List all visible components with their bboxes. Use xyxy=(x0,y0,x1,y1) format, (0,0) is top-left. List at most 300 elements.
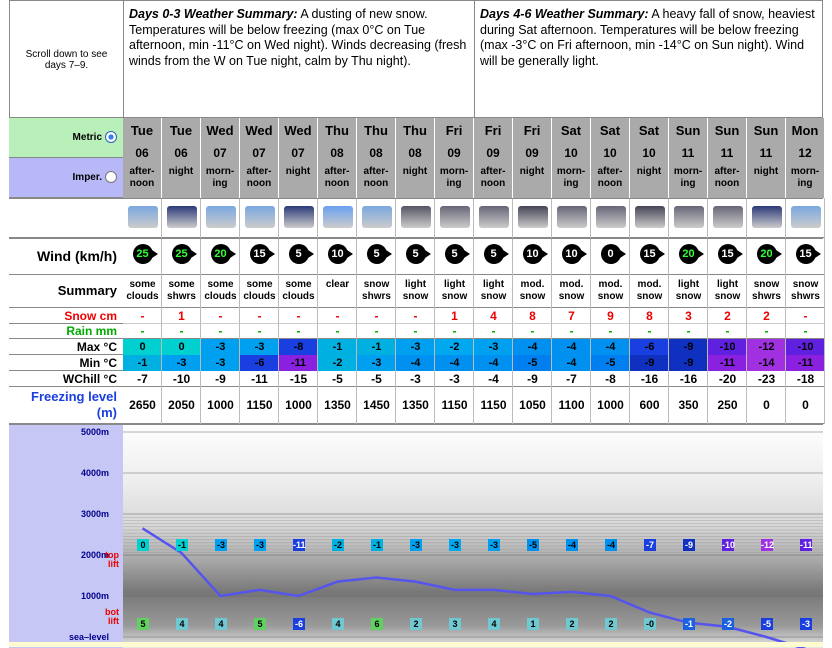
day-name: Sat xyxy=(560,123,582,138)
time-of-day: night xyxy=(519,166,545,177)
snow-cell: 1 xyxy=(162,308,201,324)
freezing-level-cell: 1000 xyxy=(591,387,630,424)
freezing-level-cell: 350 xyxy=(669,387,708,424)
min-temp-cell: -9 xyxy=(630,355,669,371)
rain-cell: - xyxy=(162,324,201,339)
summary-title: Days 4-6 Weather Summary: xyxy=(480,7,649,21)
time-of-day: night xyxy=(168,166,194,177)
summary-cell xyxy=(786,275,825,308)
row-label-rain: Rain mm xyxy=(9,324,123,339)
icon-row-label xyxy=(9,198,123,238)
altitude-label: sea–level xyxy=(68,632,109,642)
snow-cell: - xyxy=(357,308,396,324)
summary-cell xyxy=(747,275,786,308)
rain-cell: - xyxy=(357,324,396,339)
snow-cell: 7 xyxy=(552,308,591,324)
bot-lift-temp: -5 xyxy=(762,619,771,629)
day-header xyxy=(435,118,474,198)
day-date: 09 xyxy=(486,146,500,160)
summary-cell xyxy=(708,275,747,308)
wind-speed-icon: 20 xyxy=(679,244,699,264)
rain-cell: - xyxy=(669,324,708,339)
max-temp-cell: -4 xyxy=(591,339,630,355)
time-of-day: morn- ing xyxy=(790,166,820,189)
wind-speed-icon: 5 xyxy=(406,244,426,264)
freezing-level-line xyxy=(143,528,806,648)
altitude-label: 5000m xyxy=(80,427,109,437)
snow-cell: - xyxy=(201,308,240,324)
wind-chill-cell: -7 xyxy=(552,371,591,387)
summary-text: snow shwrs xyxy=(752,279,781,302)
row-label-freezing: Freezing level (m) xyxy=(9,387,123,424)
summary-cell xyxy=(630,275,669,308)
weather-icon-cell xyxy=(123,198,162,238)
freezing-level-cell: 1000 xyxy=(201,387,240,424)
max-temp-cell: -1 xyxy=(357,339,396,355)
max-temp-cell: -8 xyxy=(279,339,318,355)
wind-speed-icon: 10 xyxy=(523,244,543,264)
wind-chill-cell: -10 xyxy=(162,371,201,387)
wind-cell xyxy=(630,238,669,275)
time-of-day: night xyxy=(402,166,428,177)
wind-chill-cell: -20 xyxy=(708,371,747,387)
day-header xyxy=(513,118,552,198)
wind-chill-cell: -5 xyxy=(318,371,357,387)
snow-cell: 3 xyxy=(669,308,708,324)
time-of-day: after- noon xyxy=(363,166,389,189)
imperial-radio[interactable] xyxy=(105,171,117,183)
wind-chill-cell: -18 xyxy=(786,371,825,387)
max-temp-cell: 0 xyxy=(123,339,162,355)
wind-chill-cell: -8 xyxy=(591,371,630,387)
day-name: Wed xyxy=(245,123,273,138)
wind-speed-icon: 5 xyxy=(484,244,504,264)
day-date: 07 xyxy=(252,146,266,160)
min-temp-cell: -11 xyxy=(786,355,825,371)
metric-radio[interactable] xyxy=(105,131,117,143)
weather-icon xyxy=(284,206,314,228)
summary-text: light snow xyxy=(714,279,741,302)
rain-cell: - xyxy=(552,324,591,339)
summary-text: some shwrs xyxy=(167,279,196,302)
min-temp-cell: -5 xyxy=(591,355,630,371)
weather-icon-cell xyxy=(435,198,474,238)
bot-lift-temp: 4 xyxy=(215,618,227,630)
day-date: 06 xyxy=(174,146,188,160)
weather-icon-cell xyxy=(162,198,201,238)
summary-cell xyxy=(201,275,240,308)
weather-icon xyxy=(479,206,509,228)
time-of-day: after- noon xyxy=(129,166,155,189)
bot-lift-temp: 4 xyxy=(332,618,344,630)
summary-text: mod. snow xyxy=(558,279,585,302)
bot-lift-temp: -2 xyxy=(723,619,732,629)
day-header xyxy=(552,118,591,198)
bot-lift-label: bot lift xyxy=(105,607,119,627)
day-name: Fri xyxy=(445,123,463,138)
summary-days-0-3 xyxy=(129,7,474,69)
day-date: 11 xyxy=(759,146,773,160)
altitude-label: 4000m xyxy=(80,468,109,478)
summary-text: snow shwrs xyxy=(791,279,820,302)
weather-icon-cell xyxy=(474,198,513,238)
weather-icon xyxy=(752,206,782,228)
wind-cell xyxy=(786,238,825,275)
summary-days-4-6 xyxy=(480,7,820,69)
weather-icon xyxy=(674,206,704,228)
freezing-level-cell: 2650 xyxy=(123,387,162,424)
max-temp-cell: 0 xyxy=(162,339,201,355)
day-name: Wed xyxy=(206,123,234,138)
bot-lift-temp: -3 xyxy=(801,619,810,629)
weather-icon xyxy=(128,206,158,228)
wind-chill-cell: -3 xyxy=(435,371,474,387)
min-temp-cell: -4 xyxy=(396,355,435,371)
day-date: 08 xyxy=(330,146,344,160)
top-lift-temp: -4 xyxy=(606,540,615,550)
weather-icon xyxy=(713,206,743,228)
max-temp-cell: -10 xyxy=(708,339,747,355)
day-name: Fri xyxy=(484,123,502,138)
wind-speed-icon: 15 xyxy=(250,244,270,264)
altitude-label: 3000m xyxy=(80,509,109,519)
wind-chill-cell: -16 xyxy=(630,371,669,387)
day-date: 06 xyxy=(135,146,149,160)
snow-cell: - xyxy=(396,308,435,324)
wind-speed-icon: 0 xyxy=(601,244,621,264)
max-temp-cell: -3 xyxy=(396,339,435,355)
weather-icon-cell xyxy=(591,198,630,238)
day-name: Mon xyxy=(791,123,819,138)
day-date: 07 xyxy=(291,146,305,160)
summary-cell xyxy=(435,275,474,308)
summary-text: some clouds xyxy=(243,279,276,302)
min-temp-cell: -11 xyxy=(708,355,747,371)
weather-icon-cell xyxy=(630,198,669,238)
wind-speed-icon: 5 xyxy=(367,244,387,264)
chart-overlay xyxy=(9,425,823,648)
summary-cell xyxy=(162,275,201,308)
day-header xyxy=(747,118,786,198)
summary-text: some clouds xyxy=(282,279,315,302)
snow-cell: - xyxy=(240,308,279,324)
bot-lift-temp: 4 xyxy=(488,618,500,630)
wind-chill-cell: -23 xyxy=(747,371,786,387)
wind-speed-icon: 25 xyxy=(133,244,153,264)
bot-lift-temp: 2 xyxy=(605,618,617,630)
snow-cell: 1 xyxy=(435,308,474,324)
max-temp-cell: -10 xyxy=(786,339,825,355)
top-lift-temp: -2 xyxy=(333,540,342,550)
summary-text: A dusting of new snow. Temperatures will be below freezing (max 0°C on Tue afternoon, min -11°C on Wed night). Winds decreasing (fresh winds from the W on Tue night, calm by Thu night). xyxy=(129,7,467,68)
summary-cell xyxy=(279,275,318,308)
top-lift-temp: -1 xyxy=(177,540,186,550)
bot-lift-temp: 2 xyxy=(566,618,578,630)
summary-cell xyxy=(240,275,279,308)
min-temp-cell: -1 xyxy=(123,355,162,371)
summary-cell xyxy=(318,275,357,308)
time-of-day: night xyxy=(636,166,662,177)
rain-cell: - xyxy=(630,324,669,339)
row-label-min: Min °C xyxy=(9,355,123,371)
bot-lift-temp: -1 xyxy=(684,619,693,629)
rain-cell: - xyxy=(318,324,357,339)
wind-cell xyxy=(201,238,240,275)
rain-cell: - xyxy=(786,324,825,339)
day-date: 09 xyxy=(525,146,539,160)
weather-icon xyxy=(401,206,431,228)
day-name: Tue xyxy=(169,123,193,138)
snow-cell: 2 xyxy=(708,308,747,324)
weather-icon xyxy=(323,206,353,228)
weather-icon-cell xyxy=(708,198,747,238)
day-date: 12 xyxy=(798,146,812,160)
wind-speed-icon: 15 xyxy=(640,244,660,264)
freezing-level-cell: 0 xyxy=(786,387,825,424)
top-lift-temp: -5 xyxy=(528,540,537,550)
wind-cell xyxy=(708,238,747,275)
bot-lift-temp: -6 xyxy=(294,619,303,629)
top-lift-temp: -3 xyxy=(450,540,459,550)
freezing-level-cell: 1050 xyxy=(513,387,552,424)
wind-chill-cell: -16 xyxy=(669,371,708,387)
day-header xyxy=(240,118,279,198)
metric-label: Metric xyxy=(72,132,102,143)
summary-text: mod. snow xyxy=(636,279,663,302)
summary-cell xyxy=(552,275,591,308)
time-of-day: after- noon xyxy=(246,166,272,189)
summary-cell xyxy=(357,275,396,308)
rain-cell: - xyxy=(396,324,435,339)
min-temp-cell: -3 xyxy=(357,355,396,371)
wind-cell xyxy=(396,238,435,275)
scroll-note: Scroll down to see days 7–9. xyxy=(10,1,124,119)
summary-cell xyxy=(474,275,513,308)
weather-icon xyxy=(206,206,236,228)
wind-cell xyxy=(591,238,630,275)
top-lift-temp: -12 xyxy=(761,540,775,550)
freezing-level-cell: 1450 xyxy=(357,387,396,424)
max-temp-cell: -2 xyxy=(435,339,474,355)
max-temp-cell: -6 xyxy=(630,339,669,355)
wind-speed-icon: 10 xyxy=(562,244,582,264)
day-name: Sat xyxy=(638,123,660,138)
wind-cell xyxy=(279,238,318,275)
wind-cell xyxy=(162,238,201,275)
time-of-day: after- noon xyxy=(714,166,740,189)
wind-cell xyxy=(123,238,162,275)
top-lift-temp: 0 xyxy=(137,539,149,551)
day-header xyxy=(357,118,396,198)
summary-text: light snow xyxy=(402,279,429,302)
day-name: Wed xyxy=(284,123,312,138)
wind-chill-cell: -5 xyxy=(357,371,396,387)
max-temp-cell: -9 xyxy=(669,339,708,355)
wind-cell xyxy=(747,238,786,275)
weather-icon-cell xyxy=(513,198,552,238)
snow-cell: 8 xyxy=(513,308,552,324)
bot-lift-temp: 1 xyxy=(527,618,539,630)
freezing-level-cell: 0 xyxy=(747,387,786,424)
bot-lift-temp: 3 xyxy=(449,618,461,630)
snow-cell: 9 xyxy=(591,308,630,324)
min-temp-cell: -2 xyxy=(318,355,357,371)
wind-speed-icon: 15 xyxy=(796,244,816,264)
freezing-level-cell: 1350 xyxy=(318,387,357,424)
weather-icon xyxy=(596,206,626,228)
day-date: 08 xyxy=(369,146,383,160)
snow-cell: 2 xyxy=(747,308,786,324)
wind-cell xyxy=(357,238,396,275)
day-header xyxy=(474,118,513,198)
rain-cell: - xyxy=(240,324,279,339)
snow-cell: - xyxy=(123,308,162,324)
wind-chill-cell: -3 xyxy=(396,371,435,387)
max-temp-cell: -3 xyxy=(201,339,240,355)
wind-speed-icon: 5 xyxy=(445,244,465,264)
unit-imperial[interactable] xyxy=(9,158,123,198)
day-date: 10 xyxy=(603,146,617,160)
rain-cell: - xyxy=(513,324,552,339)
top-lift-temp: -9 xyxy=(684,540,693,550)
altitude-label: 1000m xyxy=(80,591,109,601)
day-date: 09 xyxy=(447,146,461,160)
max-temp-cell: -3 xyxy=(474,339,513,355)
weather-icon xyxy=(635,206,665,228)
max-temp-cell: -4 xyxy=(513,339,552,355)
day-date: 10 xyxy=(642,146,656,160)
weather-icon-cell xyxy=(669,198,708,238)
summary-text: light snow xyxy=(480,279,507,302)
day-header xyxy=(786,118,825,198)
day-name: Thu xyxy=(364,123,388,138)
summary-cell xyxy=(396,275,435,308)
wind-chill-cell: -11 xyxy=(240,371,279,387)
time-of-day: morn- ing xyxy=(439,166,469,189)
day-name: Sun xyxy=(753,123,779,138)
top-lift-label: top lift xyxy=(105,550,119,569)
summary-cell xyxy=(669,275,708,308)
day-date: 07 xyxy=(213,146,227,160)
wind-speed-icon: 15 xyxy=(718,244,738,264)
freezing-level-cell: 1000 xyxy=(279,387,318,424)
summary-cell xyxy=(123,275,162,308)
weather-icon xyxy=(791,206,821,228)
freezing-level-cell: 1150 xyxy=(474,387,513,424)
day-name: Sun xyxy=(714,123,740,138)
min-temp-cell: -3 xyxy=(201,355,240,371)
freezing-level-cell: 2050 xyxy=(162,387,201,424)
time-of-day: morn- ing xyxy=(205,166,235,189)
min-temp-cell: -11 xyxy=(279,355,318,371)
summary-text: some clouds xyxy=(204,279,237,302)
time-of-day: morn- ing xyxy=(673,166,703,189)
divider xyxy=(474,1,475,119)
weather-icon xyxy=(245,206,275,228)
wind-speed-icon: 5 xyxy=(289,244,309,264)
freezing-level-cell: 600 xyxy=(630,387,669,424)
altitude-chart xyxy=(9,424,823,648)
wind-cell xyxy=(513,238,552,275)
summary-text: clear xyxy=(325,279,350,290)
weather-icon-cell xyxy=(552,198,591,238)
summary-text: A heavy fall of snow, heaviest during Sat afternoon. Temperatures will be below freezing (max -3°C on Fri afternoon, min -14°C on Sun night). Wind will be generally light. xyxy=(480,7,815,68)
snow-cell: 8 xyxy=(630,308,669,324)
time-of-day: after- noon xyxy=(597,166,623,189)
max-temp-cell: -3 xyxy=(240,339,279,355)
snow-cell: - xyxy=(279,308,318,324)
day-name: Thu xyxy=(403,123,427,138)
rain-cell: - xyxy=(279,324,318,339)
freezing-level-cell: 250 xyxy=(708,387,747,424)
day-header xyxy=(396,118,435,198)
weather-icon-cell xyxy=(396,198,435,238)
rain-cell: - xyxy=(201,324,240,339)
weather-icon-cell xyxy=(786,198,825,238)
weather-icon xyxy=(518,206,548,228)
row-divider xyxy=(9,238,823,239)
top-lift-temp: -3 xyxy=(255,540,264,550)
wind-cell xyxy=(240,238,279,275)
freezing-level-cell: 1100 xyxy=(552,387,591,424)
top-lift-temp: -3 xyxy=(411,540,420,550)
time-of-day: night xyxy=(285,166,311,177)
bot-lift-temp: 5 xyxy=(137,618,149,630)
rain-cell: - xyxy=(747,324,786,339)
max-temp-cell: -1 xyxy=(318,339,357,355)
snow-cell: - xyxy=(318,308,357,324)
bot-lift-temp: 6 xyxy=(371,618,383,630)
top-lift-temp: -11 xyxy=(293,540,306,550)
time-of-day: night xyxy=(753,166,779,177)
snow-cell: 4 xyxy=(474,308,513,324)
summary-cell xyxy=(513,275,552,308)
altitude-label: 2000m xyxy=(80,550,109,560)
weather-icon-cell xyxy=(240,198,279,238)
weather-icon xyxy=(440,206,470,228)
min-temp-cell: -4 xyxy=(474,355,513,371)
wind-chill-cell: -15 xyxy=(279,371,318,387)
snow-cell: - xyxy=(786,308,825,324)
row-label-max: Max °C xyxy=(9,339,123,355)
wind-cell xyxy=(318,238,357,275)
day-name: Sat xyxy=(599,123,621,138)
freezing-level-cell: 1350 xyxy=(396,387,435,424)
day-name: Sun xyxy=(675,123,701,138)
weather-icon-cell xyxy=(318,198,357,238)
min-temp-cell: -4 xyxy=(552,355,591,371)
summary-cell xyxy=(591,275,630,308)
row-label-snow: Snow cm xyxy=(9,308,123,324)
wind-chill-cell: -9 xyxy=(513,371,552,387)
bot-lift-temp: 4 xyxy=(176,618,188,630)
unit-metric[interactable] xyxy=(9,118,123,158)
row-label-wchill: WChill °C xyxy=(9,371,123,387)
min-temp-cell: -3 xyxy=(162,355,201,371)
max-temp-cell: -12 xyxy=(747,339,786,355)
weather-icon xyxy=(167,206,197,228)
day-date: 08 xyxy=(408,146,422,160)
wind-cell xyxy=(474,238,513,275)
rain-cell: - xyxy=(708,324,747,339)
weather-icon xyxy=(362,206,392,228)
wind-chill-cell: -7 xyxy=(123,371,162,387)
wind-chill-cell: -9 xyxy=(201,371,240,387)
min-temp-cell: -5 xyxy=(513,355,552,371)
summary-text: light snow xyxy=(675,279,702,302)
row-divider xyxy=(9,198,823,199)
weather-icon-cell xyxy=(201,198,240,238)
